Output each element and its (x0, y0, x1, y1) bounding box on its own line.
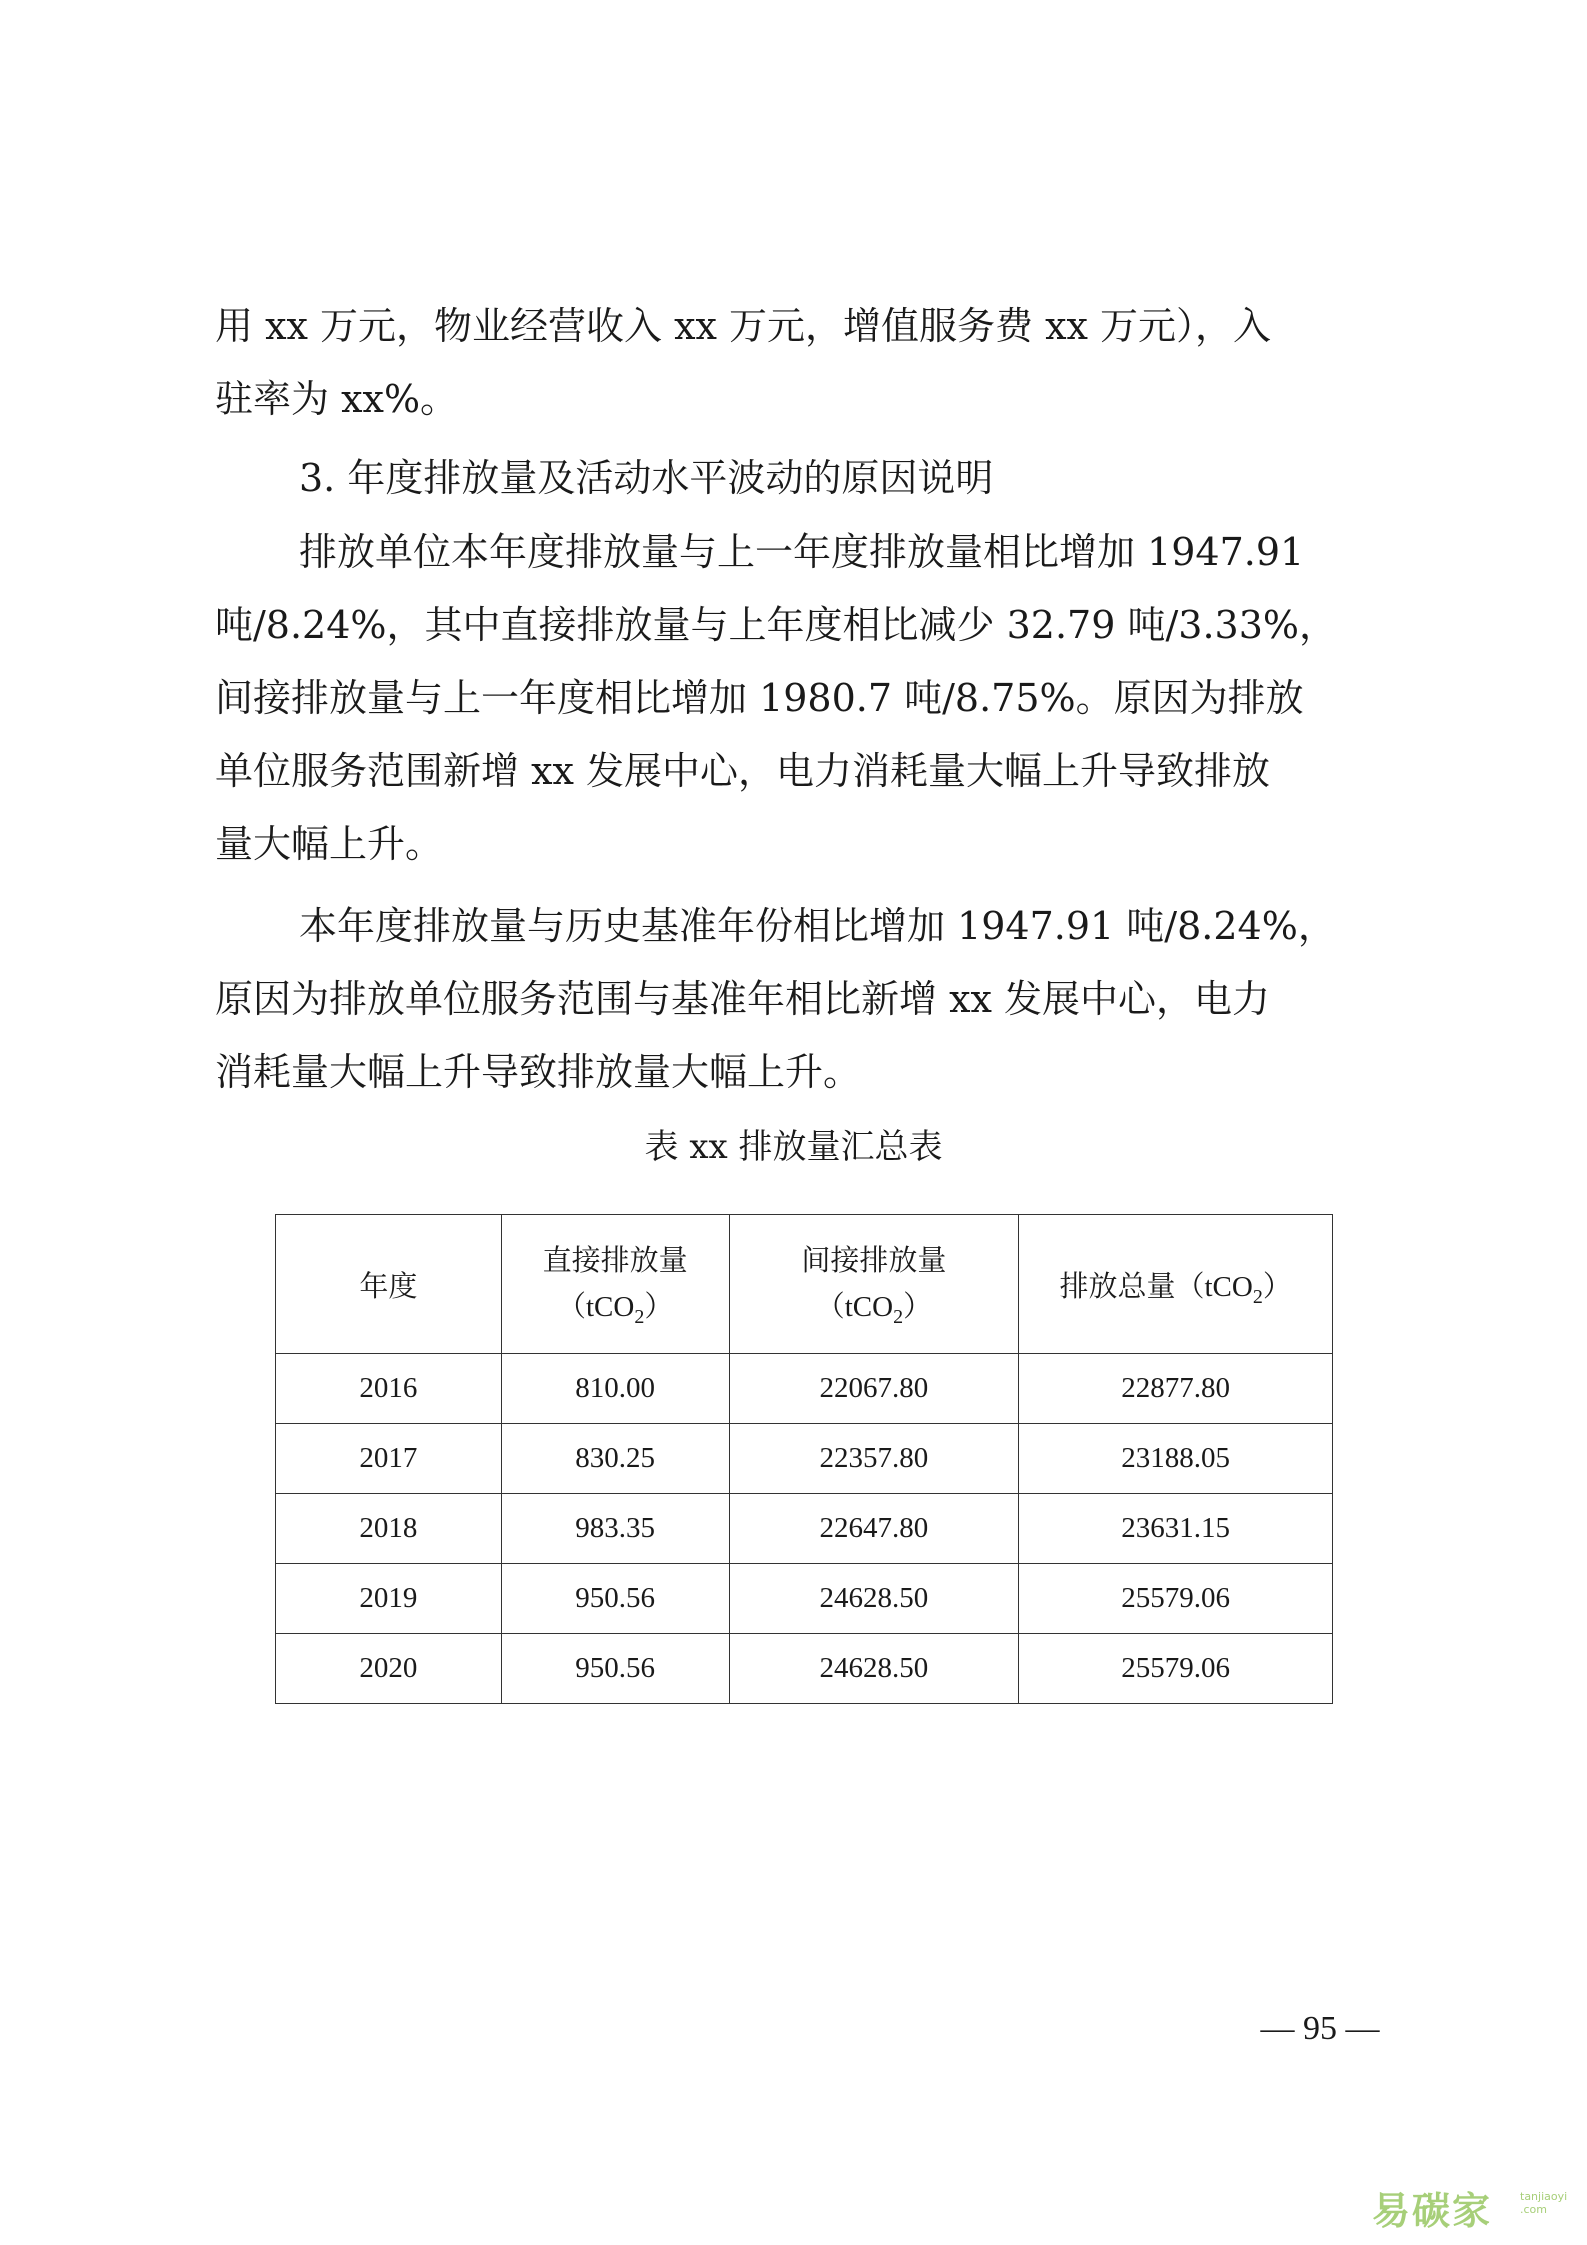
cell-total: 25579.06 (1019, 1634, 1333, 1704)
text-line: 排放单位本年度排放量与上一年度排放量相比增加 1947.91 (299, 530, 1305, 574)
cell-year: 2019 (276, 1564, 502, 1634)
paragraph-baseline-comparison (215, 890, 1395, 1109)
watermark-text: 易碳家 (1372, 2189, 1493, 2233)
cell-direct: 950.56 (501, 1634, 729, 1704)
text-line: 本年度排放量与历史基准年份相比增加 1947.91 吨/8.24%， (299, 904, 1336, 948)
cell-year: 2016 (276, 1354, 502, 1424)
cell-direct: 983.35 (501, 1494, 729, 1564)
cell-year: 2020 (276, 1634, 502, 1704)
table-header-row (276, 1215, 1333, 1354)
text-line: 原因为排放单位服务范围与基准年相比新增 xx 发展中心，电力 (215, 977, 1271, 1021)
table-caption: 表 xx 排放量汇总表 (644, 1127, 943, 1167)
section-heading: 3. 年度排放量及活动水平波动的原因说明 (299, 456, 994, 500)
page-number: — 95 — (1260, 2010, 1380, 2047)
cell-total: 23631.15 (1019, 1494, 1333, 1564)
header-indirect-emission: 间接排放量 （tCO$_2$） (729, 1215, 1019, 1354)
cell-indirect: 24628.50 (729, 1564, 1019, 1634)
table-row (276, 1424, 1333, 1494)
cell-total: 23188.05 (1019, 1424, 1333, 1494)
cell-indirect: 22067.80 (729, 1354, 1019, 1424)
cell-year: 2017 (276, 1424, 502, 1494)
cell-direct: 830.25 (501, 1424, 729, 1494)
text-line: 驻率为 xx%。 (215, 377, 459, 421)
table-row (276, 1494, 1333, 1564)
header-direct-emission: 直接排放量 （tCO$_2$） (501, 1215, 729, 1354)
paragraph-emission-change (215, 516, 1395, 881)
text-line: 吨/8.24%，其中直接排放量与上年度相比减少 32.79 吨/3.33%， (215, 603, 1337, 647)
emission-summary-table (275, 1214, 1333, 1704)
cell-year: 2018 (276, 1494, 502, 1564)
paragraph-continued (215, 290, 1395, 436)
cell-indirect: 22647.80 (729, 1494, 1019, 1564)
header-year: 年度 (276, 1215, 502, 1354)
text-line: 消耗量大幅上升导致排放量大幅上升。 (215, 1050, 862, 1094)
cell-indirect: 24628.50 (729, 1634, 1019, 1704)
text-line: 间接排放量与上一年度相比增加 1980.7 吨/8.75%。原因为排放 (215, 676, 1304, 720)
watermark-domain: tanjiaoyi .com (1520, 2190, 1568, 2216)
cell-indirect: 22357.80 (729, 1424, 1019, 1494)
cell-direct: 810.00 (501, 1354, 729, 1424)
table-row (276, 1634, 1333, 1704)
table-row (276, 1564, 1333, 1634)
watermark-logo (1372, 2180, 1572, 2236)
table-row (276, 1354, 1333, 1424)
cell-total: 22877.80 (1019, 1354, 1333, 1424)
text-line: 量大幅上升。 (215, 822, 444, 866)
header-total-emission: 排放总量（tCO$_2$） (1019, 1215, 1333, 1354)
section-heading-block (215, 442, 1395, 515)
text-line: 单位服务范围新增 xx 发展中心，电力消耗量大幅上升导致排放 (215, 749, 1271, 793)
cell-direct: 950.56 (501, 1564, 729, 1634)
cell-total: 25579.06 (1019, 1564, 1333, 1634)
text-line: 用 xx 万元，物业经营收入 xx 万元，增值服务费 xx 万元），入 (215, 304, 1272, 348)
